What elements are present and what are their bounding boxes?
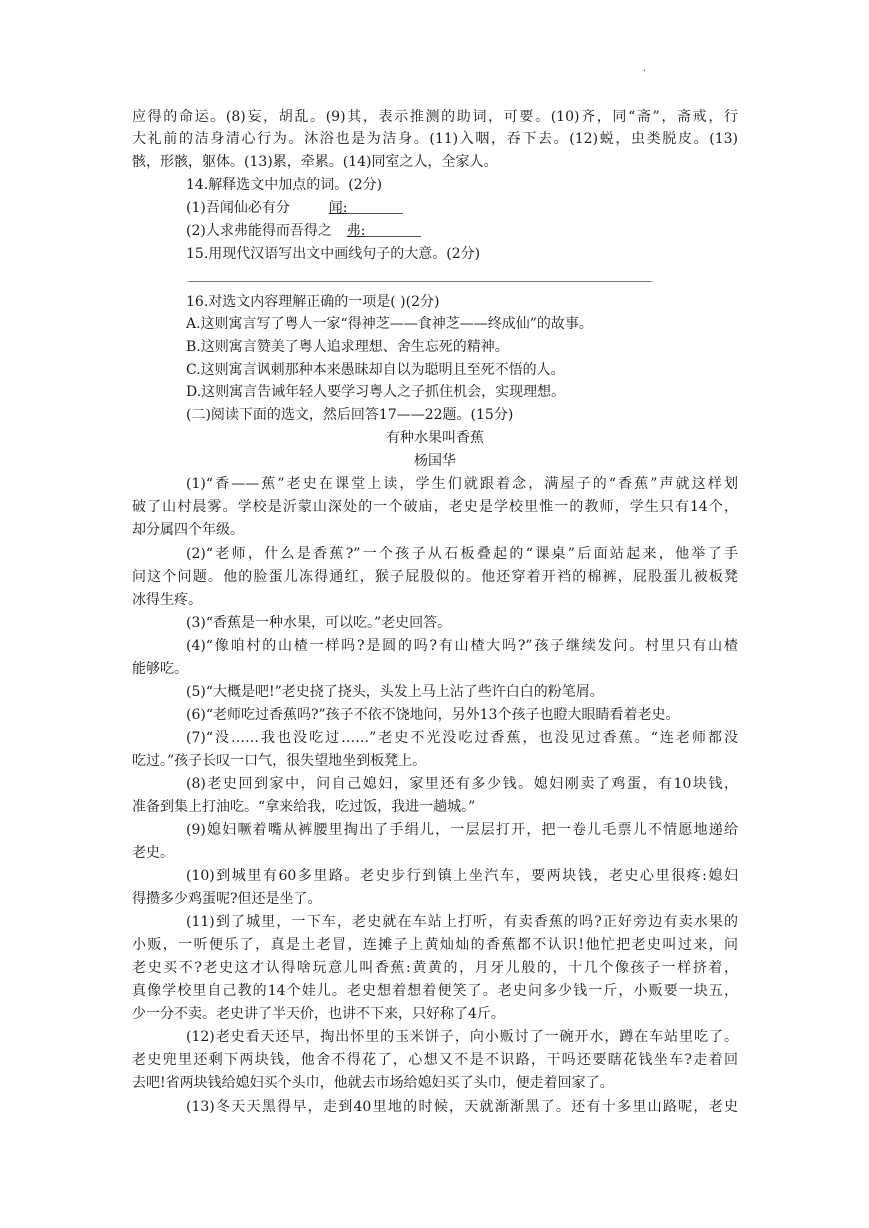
question-15: 15.用现代汉语写出文中画线句子的大意。(2分)	[186, 246, 481, 262]
option-d: D.这则寓言告诫年轻人要学习粤人之子抓住机会，实现理想。	[186, 384, 566, 400]
paragraph-line: 小贩，一听便乐了，真是土老冒，连摊子上黄灿灿的香蕉都不认识!他忙把老史叫过来，问	[132, 937, 738, 953]
paragraph-line: (9)媳妇噘着嘴从裤腰里掏出了手绢儿，一层层打开，把一卷儿毛票儿不情愿地递给	[186, 822, 738, 838]
paragraph-line: 准备到集上打油吃。“拿来给我，吃过饭，我进一趟城。”	[132, 799, 476, 815]
paragraph-line: 老史买不?老史这才认得啥玩意儿叫香蕉:黄黄的，月牙儿般的，十几个像孩子一样挤着，	[132, 960, 738, 976]
paragraph-line: (4)“像咱村的山楂一样吗?是圆的吗?有山楂大吗?”孩子继续发问。村里只有山楂	[186, 638, 738, 654]
paragraph-line: (12)老史看天还早，掏出怀里的玉米饼子，向小贩讨了一碗开水，蹲在车站里吃了。	[186, 1029, 738, 1045]
paragraph-line: (10)到城里有60多里路。老史步行到镇上坐汽车，要两块钱，老史心里很疼:媳妇	[186, 868, 738, 884]
item-1-sentence: (1)吾闻仙必有分	[186, 200, 290, 216]
text-line: 应得的命运。(8)妄，胡乱。(9)其，表示推测的助词，可要。(10)齐，同“斋”，斋戒，行	[132, 109, 738, 125]
paragraph-line: 去吧!省两块钱给媳妇买个头巾，他就去市场给媳妇买了头巾，便走着回家了。	[132, 1075, 614, 1091]
paragraph-line: 老史兜里还剩下两块钱，他舍不得花了，心想又不是不识路，干吗还要瞎花钱坐车?走着回	[132, 1052, 738, 1068]
item-2-term: 弗:	[346, 223, 366, 239]
question-16: 16.对选文内容理解正确的一项是( )(2分)	[186, 294, 440, 310]
text-line: 骸，形骸，躯体。(13)累，牵累。(14)同室之人，全家人。	[132, 154, 498, 170]
paragraph-line: (13)冬天天黑得早，走到40里地的时候，天就渐渐黑了。还有十多里山路呢，老史	[186, 1099, 738, 1115]
paragraph-line: (7)“没……我也没吃过……”老史不光没吃过香蕉，也没见过香蕉。“连老师都没	[186, 730, 738, 746]
paragraph-line: 能够吃。	[132, 661, 188, 677]
item-1-term: 闻:	[328, 200, 348, 216]
item-2-sentence: (2)人求弗能得而吾得之	[186, 223, 332, 239]
paragraph-line: 破了山村晨雾。学校是沂蒙山深处的一个破庙，老史是学校里惟一的教师，学生只有14个，	[132, 499, 738, 515]
text-line: 大礼前的洁身清心行为。沐浴也是为洁身。(11)入咽，吞下去。(12)蜕，虫类脱皮。(13)	[132, 131, 738, 147]
question-14-item-2	[186, 220, 421, 242]
answer-line-15[interactable]	[188, 281, 652, 282]
paragraph-line: (11)到了城里，一下车，老史就在车站上打听，有卖香蕉的吗?正好旁边有卖水果的	[186, 914, 738, 930]
paragraph-line: (1)“香——蕉”老史在课堂上读，学生们就跟着念，满屋子的“香蕉”声就这样划	[186, 476, 738, 492]
option-c: C.这则寓言讽刺那种本来愚昧却自以为聪明且至死不悟的人。	[186, 362, 565, 378]
paragraph-line: 老史。	[132, 845, 174, 861]
paragraph-line: 得攒多少鸡蛋呢?但还是坐了。	[132, 891, 322, 907]
answer-blank-1[interactable]	[347, 199, 403, 214]
paragraph-line: 问这个问题。他的脸蛋儿冻得通红，猴子屁股似的。他还穿着开裆的棉裤，屁股蛋儿被板凳	[132, 569, 738, 585]
paragraph-line: 冰得生疼。	[132, 592, 202, 608]
question-14-item-1	[186, 197, 403, 219]
option-b: B.这则寓言赞美了粤人追求理想、舍生忘死的精神。	[186, 339, 509, 355]
paragraph-line: 却分属四个年级。	[132, 522, 244, 538]
paragraph-line: (3)“香蕉是一种水果，可以吃。”老史回答。	[186, 615, 452, 631]
header-mark: ·	[643, 66, 647, 77]
option-a: A.这则寓言写了粤人一家“得神芝——食神芝——终成仙”的故事。	[186, 316, 593, 332]
question-14: 14.解释选文中加点的词。(2分)	[186, 177, 383, 193]
article-author: 杨国华	[414, 453, 456, 469]
answer-blank-2[interactable]	[365, 222, 421, 237]
section-2-heading: (二)阅读下面的选文，然后回答17——22题。(15分)	[186, 407, 514, 423]
paragraph-line: 真像学校里自己教的14个娃儿。老史想着想着便笑了。老史问多少钱一斤，小贩要一块五，	[132, 983, 738, 999]
paragraph-line: (2)“老师，什么是香蕉?”一个孩子从石板叠起的“课桌”后面站起来，他举了手	[186, 546, 738, 562]
paragraph-line: (8)老史回到家中，问自己媳妇，家里还有多少钱。媳妇刚卖了鸡蛋，有10块钱，	[186, 776, 738, 792]
paragraph-line: 吃过。”孩子长叹一口气，很失望地坐到板凳上。	[132, 753, 427, 769]
paragraph-line: (6)“老师吃过香蕉吗?”孩子不依不饶地问，另外13个孩子也瞪大眼睛看着老史。	[186, 707, 680, 723]
article-title: 有种水果叫香蕉	[386, 430, 484, 446]
paragraph-line: 少一分不卖。老史讲了半天价，也讲不下来，只好称了4斤。	[132, 1006, 505, 1022]
paragraph-line: (5)“大概是吧!”老史挠了挠头，头发上马上沾了些许白白的粉笔屑。	[186, 684, 604, 700]
